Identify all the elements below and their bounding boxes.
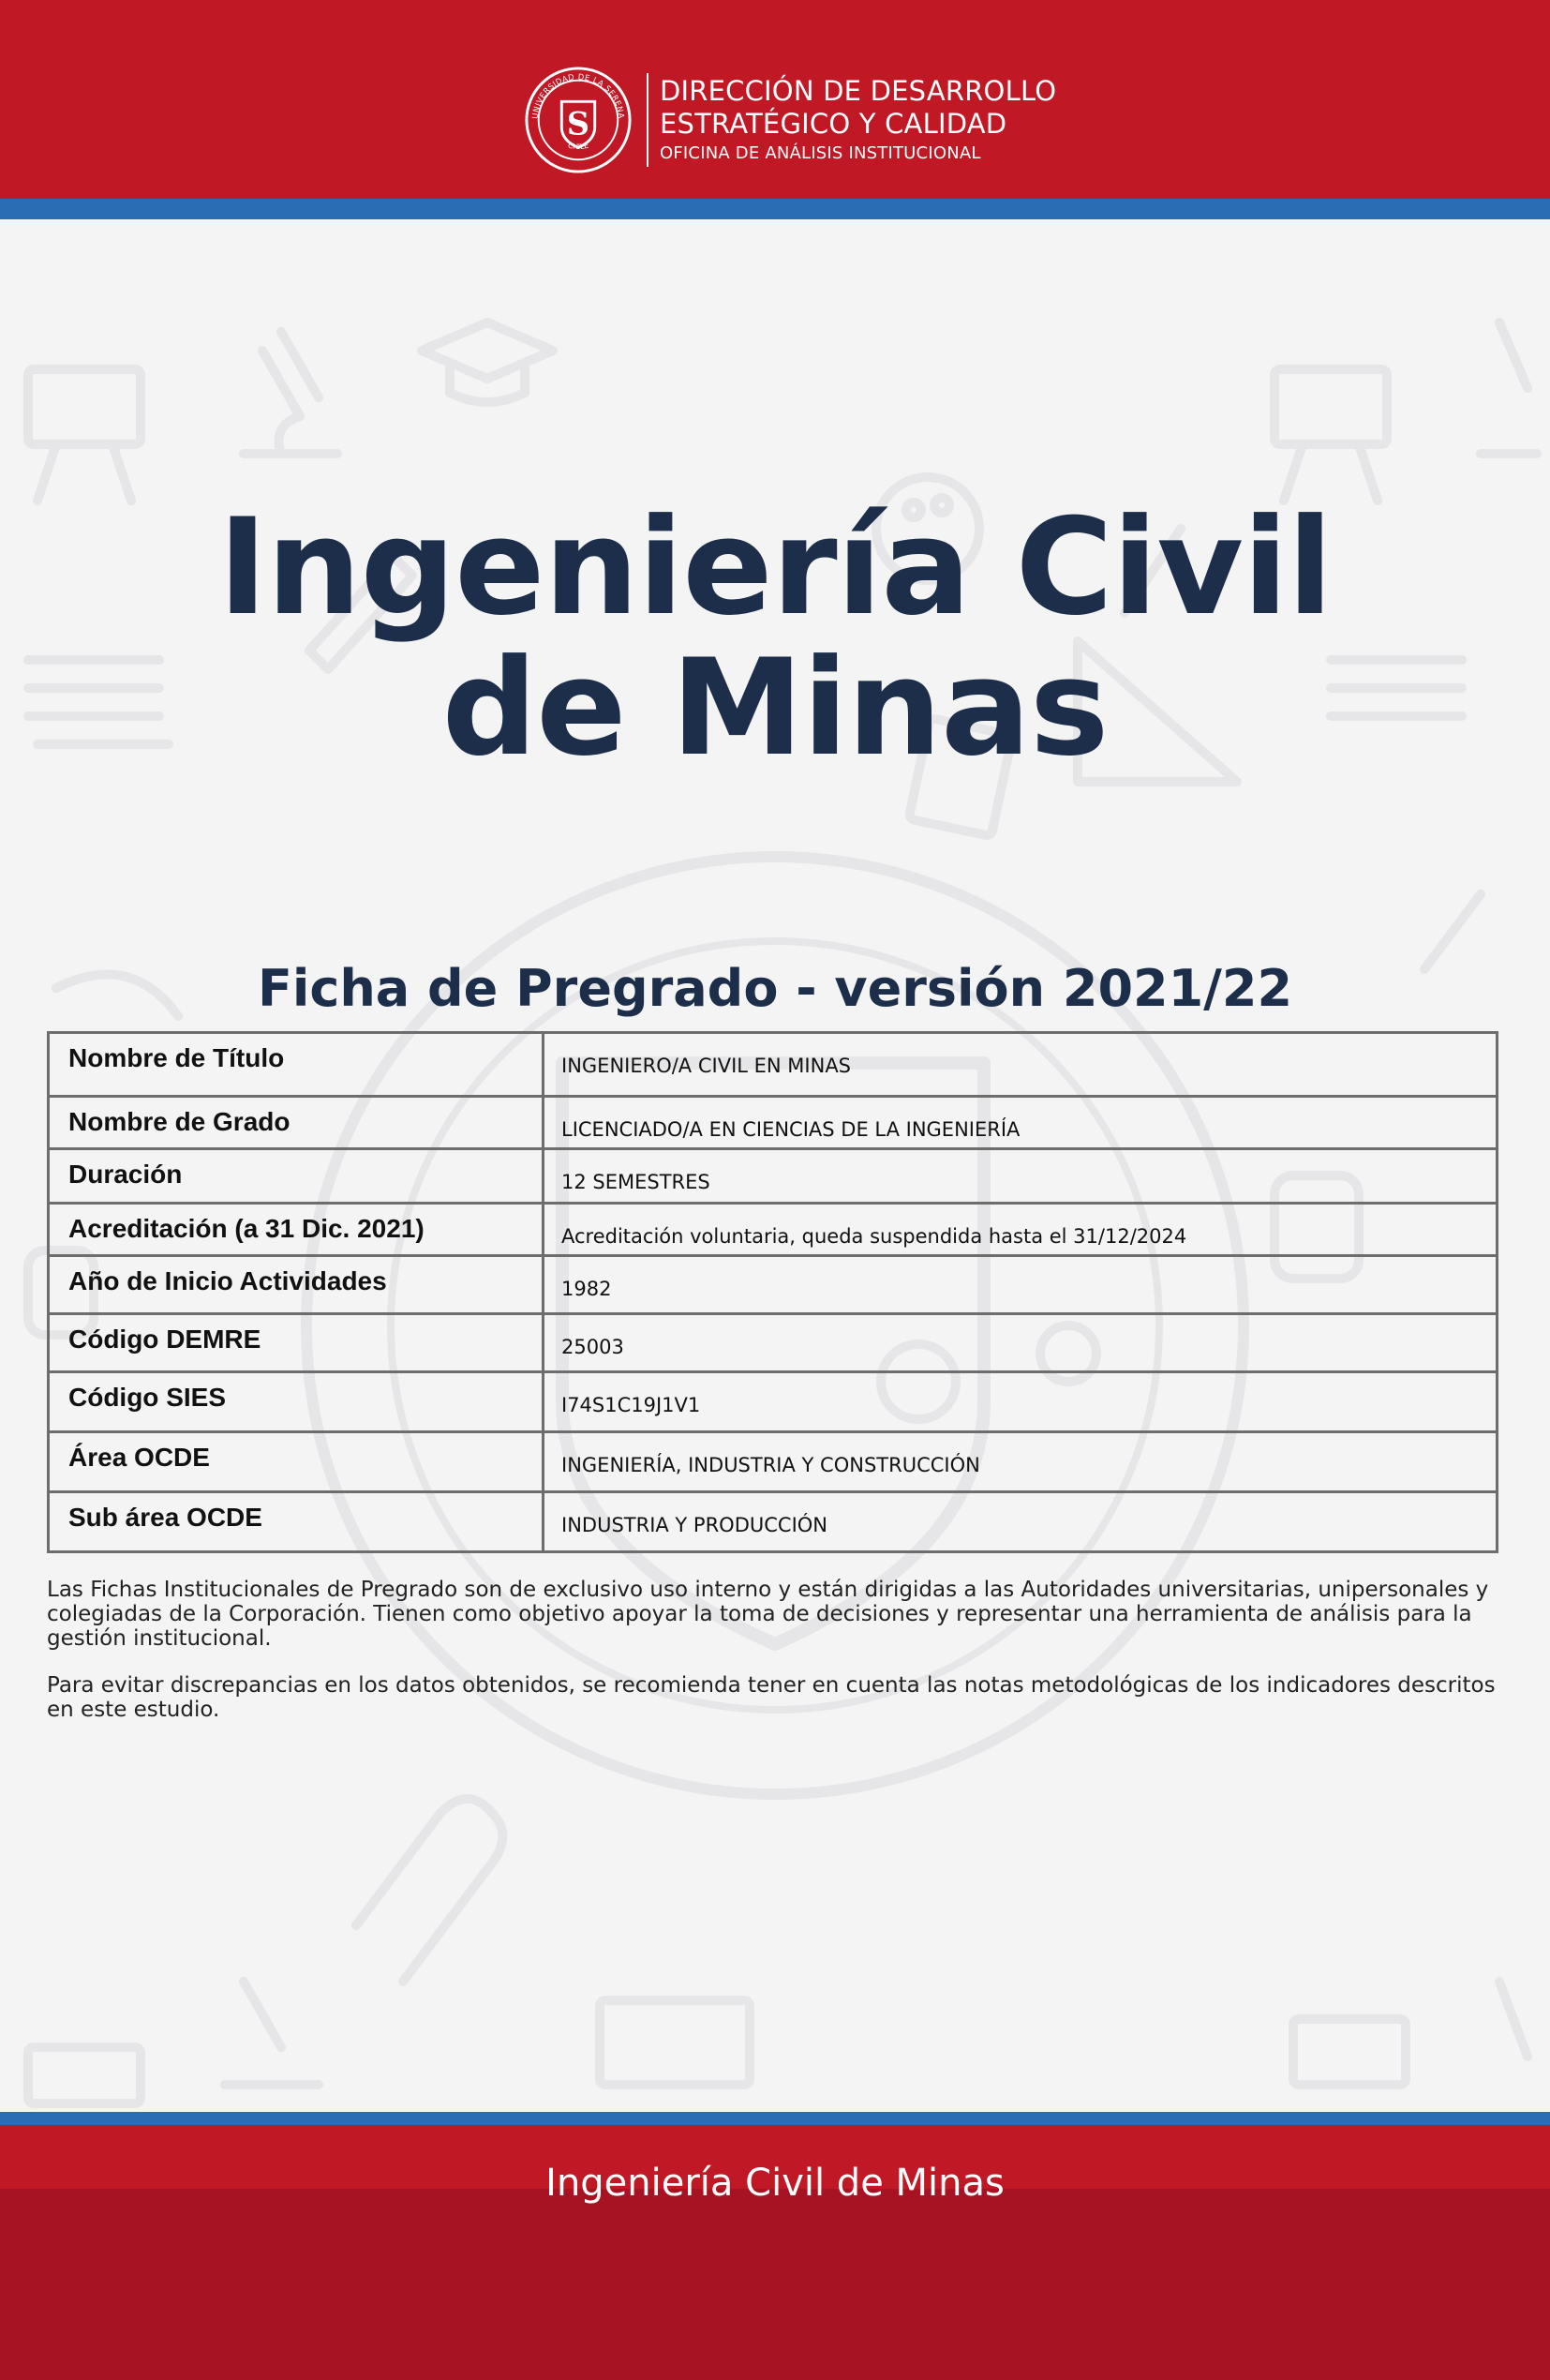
table-row [49,1149,1498,1204]
row-label: Duración [49,1149,544,1204]
table-row [49,1256,1498,1314]
row-value: 12 SEMESTRES [544,1149,1498,1204]
disclaimer-paragraph-2: Para evitar discrepancias en los datos obtenidos, se recomienda tener en cuenta las notas metodológicas de los indicadores descritos en este estudio. [47,1673,1496,1722]
row-label: Nombre de Grado [49,1097,544,1149]
row-value: INGENIERÍA, INDUSTRIA Y CONSTRUCCIÓN [544,1432,1498,1492]
brand-line-3: OFICINA DE ANÁLISIS INSTITUCIONAL [660,143,981,163]
table-row [49,1372,1498,1432]
program-title [0,490,1550,786]
row-label: Código DEMRE [49,1314,544,1372]
disclaimer-paragraph-1: Las Fichas Institucionales de Pregrado son de exclusivo uso interno y están dirigidas a las Autoridades universitarias, unipersonales y colegiadas de la Corporación. Tienen como objetivo apoyar la toma de decisiones y representar una herramienta de análisis para la gestión institucional. [47,1578,1489,1651]
seal-monogram: S [566,105,590,142]
program-title-line-1: Ingeniería Civil [217,490,1333,645]
row-value: I74S1C19J1V1 [544,1372,1498,1432]
brand-text [660,75,1057,163]
table-row [49,1432,1498,1492]
row-label: Área OCDE [49,1432,544,1492]
table-row [49,1204,1498,1256]
university-seal-icon [523,65,633,175]
row-label: Año de Inicio Actividades [49,1256,544,1314]
brand-line-2: ESTRATÉGICO Y CALIDAD [660,108,1007,140]
document-subtitle: Ficha de Pregrado - versión 2021/22 [257,959,1293,1018]
row-value: INGENIERO/A CIVIL EN MINAS [544,1033,1498,1097]
brand-divider [647,73,648,167]
footer-lower-band [0,2189,1550,2380]
header-blue-stripe [0,199,1550,219]
footer-blue-stripe [0,2112,1550,2125]
disclaimer-notes [47,1578,1509,1722]
institution-brand [523,64,1056,176]
seal-ring-text: UNIVERSIDAD DE LA SERENA [529,71,627,120]
program-title-line-2: de Minas [441,631,1109,786]
brand-line-1: DIRECCIÓN DE DESARROLLO [660,75,1057,107]
row-value: LICENCIADO/A EN CIENCIAS DE LA INGENIERÍA [544,1097,1498,1149]
row-value: 1982 [544,1256,1498,1314]
row-label: Código SIES [49,1372,544,1432]
table-row [49,1033,1498,1097]
table-row [49,1097,1498,1149]
row-label: Acreditación (a 31 Dic. 2021) [49,1204,544,1256]
row-label: Nombre de Título [49,1033,544,1097]
program-info-table [47,1031,1498,1553]
row-value: Acreditación voluntaria, queda suspendida hasta el 31/12/2024 [544,1204,1498,1256]
row-label: Sub área OCDE [49,1492,544,1552]
table-row [49,1492,1498,1552]
row-value: 25003 [544,1314,1498,1372]
table-row [49,1314,1498,1372]
footer-program-title: Ingeniería Civil de Minas [545,2162,1005,2205]
row-value: INDUSTRIA Y PRODUCCIÓN [544,1492,1498,1552]
seal-bottom-text: CHILE [567,141,589,152]
